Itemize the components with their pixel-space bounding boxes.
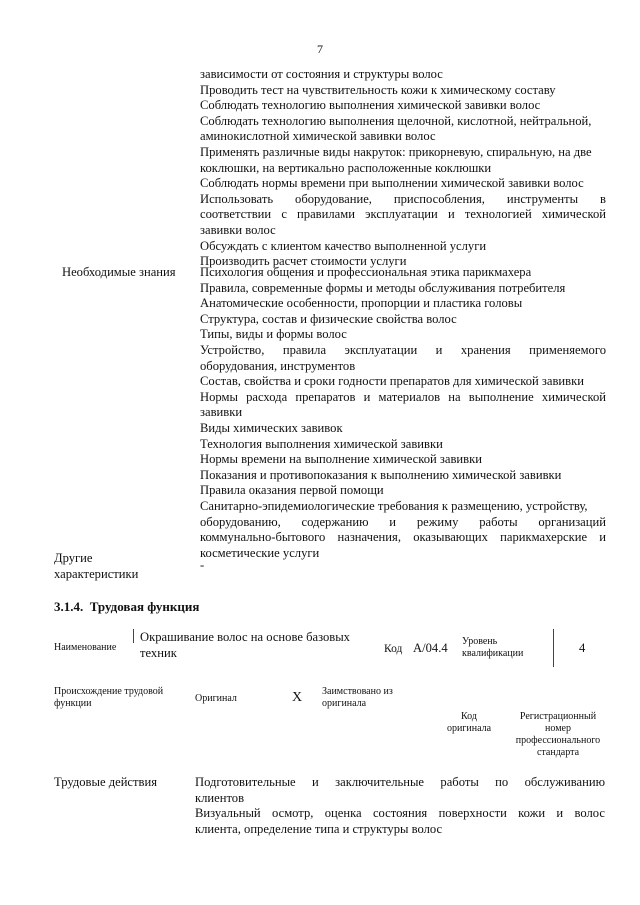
other-characteristics-value: - xyxy=(200,558,205,572)
knowledge-line: Санитарно-эпидемиологические требования к размещению, устройству, xyxy=(200,498,588,513)
name-value-line: техник xyxy=(140,645,177,660)
skills-line: Обсуждать с клиентом качество выполненной услуги xyxy=(200,238,487,253)
knowledge-line: Технология выполнения химической завивки xyxy=(200,436,443,451)
knowledge-line: оборудования, инструментов xyxy=(200,358,356,373)
reg-number-line: номер xyxy=(545,723,571,734)
page-number: 7 xyxy=(317,42,323,56)
other-label-line: Другие xyxy=(54,551,93,565)
labor-actions-list xyxy=(195,775,605,837)
knowledge-line: Устройство, правила эксплуатации и хранения применяемого xyxy=(200,342,606,357)
skills-line: соответствии с правилами эксплуатации и технологией химической xyxy=(200,207,606,222)
skills-list xyxy=(200,67,606,270)
knowledge-line: оборудованию, содержанию и режиму работы организаций xyxy=(200,514,606,529)
reg-number-line: профессионального xyxy=(515,735,601,746)
original-mark: X xyxy=(292,690,303,705)
knowledge-line: Состав, свойства и сроки годности препаратов для химической завивки xyxy=(200,374,584,389)
skills-line: Соблюдать нормы времени при выполнении химической завивки волос xyxy=(200,176,584,191)
knowledge-line: косметические услуги xyxy=(200,545,320,560)
origin-label-line: функции xyxy=(54,698,92,709)
labor-action-line: клиента, определение типа и структуры волос xyxy=(195,821,443,836)
knowledge-line: Правила оказания первой помощи xyxy=(200,483,384,498)
code-label: Код xyxy=(384,643,403,655)
labor-action-line: Подготовительные и заключительные работы по обслуживанию xyxy=(195,775,605,789)
reg-number-line: стандарта xyxy=(536,747,580,758)
skills-line: Производить расчет стоимости услуги xyxy=(200,254,407,269)
level-value: 4 xyxy=(579,641,586,655)
origin-label xyxy=(54,686,163,710)
knowledge-line: завивки xyxy=(200,405,243,420)
code-original-line: оригинала xyxy=(446,723,492,734)
section-title: Трудовая функция xyxy=(89,599,200,614)
section-number: 3.1.4. xyxy=(54,599,84,614)
labor-actions-label: Трудовые действия xyxy=(54,775,158,789)
reg-number-line: Регистрационный xyxy=(519,711,597,722)
skills-line: коклюшки, на вертикально расположенные коклюшки xyxy=(200,160,492,175)
level-label xyxy=(462,636,523,660)
level-label-line: квалификации xyxy=(462,648,524,659)
knowledge-line: коммунально-бытового назначения, оказывающих парикмахерские и xyxy=(200,530,606,545)
name-value-line: Окрашивание волос на основе базовых xyxy=(140,630,350,644)
knowledge-list xyxy=(200,265,606,561)
original-label: Оригинал xyxy=(195,693,237,704)
knowledge-line: Психология общения и профессиональная этика парикмахера xyxy=(200,265,532,279)
level-label-line: Уровень xyxy=(462,636,498,647)
table-divider xyxy=(133,629,134,643)
other-label-line: характеристики xyxy=(54,566,139,581)
skills-line: Применять различные виды накруток: прикорневую, спиральную, на две xyxy=(200,144,592,159)
borrowed-label xyxy=(322,686,393,710)
knowledge-line: Анатомические особенности, пропорции и пластика головы xyxy=(200,296,523,311)
reg-number-label xyxy=(503,711,613,759)
skills-line: Проводить тест на чувствительность кожи к химическому составу xyxy=(200,82,556,97)
skills-line: завивки волос xyxy=(200,222,276,237)
skills-line: зависимости от состояния и структуры волос xyxy=(200,67,443,81)
knowledge-line: Правила, современные формы и методы обслуживания потребителя xyxy=(200,280,566,295)
skills-line: Использовать оборудование, приспособления, инструменты в xyxy=(200,191,606,206)
name-value xyxy=(140,630,350,661)
code-original-line: Код xyxy=(461,711,477,722)
knowledge-label: Необходимые знания xyxy=(62,265,176,279)
borrowed-label-line: Заимствовано из xyxy=(322,686,393,697)
skills-line: аминокислотной химической завивки волос xyxy=(200,129,436,144)
code-value: А/04.4 xyxy=(413,641,448,655)
code-original-label xyxy=(440,711,498,735)
name-label: Наименование xyxy=(54,642,117,653)
skills-line: Соблюдать технологию выполнения химической завивки волос xyxy=(200,98,541,113)
borrowed-label-line: оригинала xyxy=(322,698,367,709)
origin-label-line: Происхождение трудовой xyxy=(54,686,164,697)
knowledge-line: Структура, состав и физические свойства волос xyxy=(200,311,457,326)
labor-action-line: Визуальный осмотр, оценка состояния поверхности кожи и волос xyxy=(195,806,605,821)
section-heading xyxy=(54,599,199,615)
knowledge-line: Виды химических завивок xyxy=(200,420,343,435)
other-characteristics-label xyxy=(54,551,138,582)
knowledge-line: Нормы расхода препаратов и материалов на выполнение химической xyxy=(200,389,606,404)
table-divider xyxy=(553,629,554,667)
knowledge-line: Показания и противопоказания к выполнению химической завивки xyxy=(200,467,562,482)
labor-action-line: клиентов xyxy=(195,790,245,805)
skills-line: Соблюдать технологию выполнения щелочной, кислотной, нейтральной, xyxy=(200,113,592,128)
knowledge-line: Типы, виды и формы волос xyxy=(200,327,347,342)
knowledge-line: Нормы времени на выполнение химической завивки xyxy=(200,452,482,467)
